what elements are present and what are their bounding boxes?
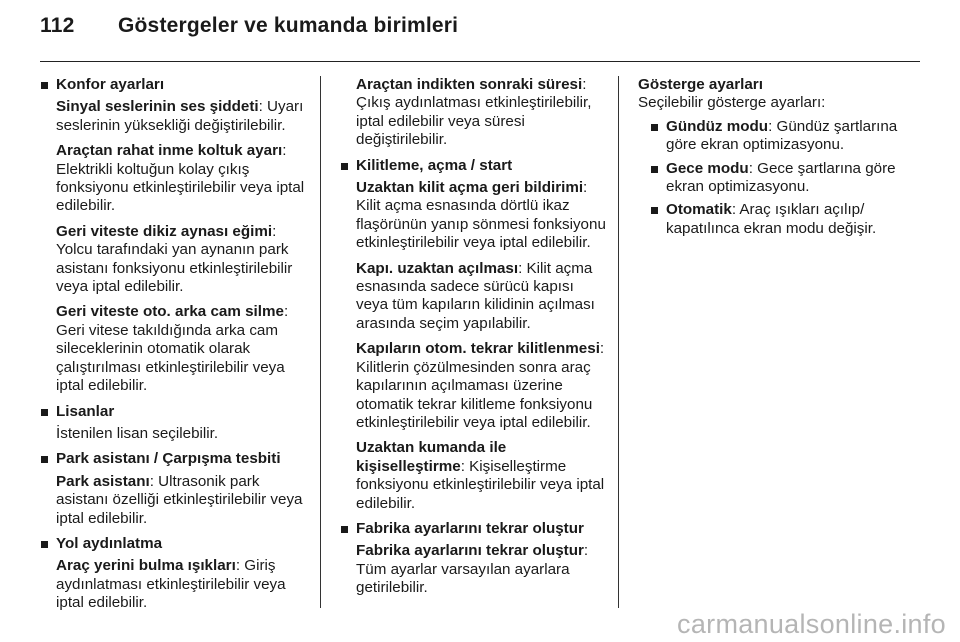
section-heading: Lisanlar xyxy=(40,403,308,421)
section-heading: Konfor ayarları xyxy=(40,76,308,94)
section-intro: Seçilebilir gösterge ayarları: xyxy=(638,94,826,112)
page-header xyxy=(40,14,458,38)
setting-item: Park asistanı: Ultrasonik park asistanı özelliği etkinleştirilebilir veya iptal edilebilir. xyxy=(56,472,303,527)
setting-item: Uzaktan kumanda ile kişiselleştirme: Kişiselleştirme fonksiyonu etkinleştirilebilir veya iptal edilebilir. xyxy=(356,439,605,512)
column-divider-2 xyxy=(618,76,619,608)
setting-item: Fabrika ayarlarını tekrar oluştur: Tüm ayarlar varsayılan ayarlara getirilebilir. xyxy=(356,542,589,597)
setting-item: Araçtan rahat inme koltuk ayarı: Elektrikli koltuğun kolay çıkış fonksiyonu etkinleştirilebilir veya iptal edilebilir. xyxy=(56,142,305,215)
bullet-square-icon xyxy=(651,166,658,173)
list-item: Otomatik: Araç ışıkları açılıp/ kapatılınca ekran modu değişir. xyxy=(638,201,920,238)
bullet-square-icon xyxy=(41,456,48,463)
list-item: Gece modu: Gece şartlarına göre ekran optimizasyonu. xyxy=(638,160,920,197)
section-heading: Kilitleme, açma / start xyxy=(340,157,608,175)
column-2 xyxy=(340,76,608,605)
bullet-square-icon xyxy=(651,124,658,131)
section-kilitleme xyxy=(340,157,608,513)
watermark: carmanualsonline.info xyxy=(677,609,946,639)
section-heading: Park asistanı / Çarpışma tesbiti xyxy=(40,450,308,468)
section-heading: Fabrika ayarlarını tekrar oluştur xyxy=(340,520,608,538)
setting-item: Geri viteste dikiz aynası eğimi: Yolcu tarafındaki yan aynanın park asistanı fonksiyonu etkinleştirilebilir veya iptal edilebilir. xyxy=(56,222,293,296)
column-3 xyxy=(638,76,920,243)
column-1 xyxy=(40,76,308,620)
page-number: 112 xyxy=(40,14,75,37)
setting-item: Kapı. uzaktan açılması: Kilit açma esnasında sadece sürücü kapısı veya tüm kapıların kilidinin açılması arasında seçim yapılabilir. xyxy=(356,259,595,332)
section-konfor xyxy=(40,76,308,396)
bullet-square-icon xyxy=(41,541,48,548)
bullet-square-icon xyxy=(41,82,48,89)
section-yol xyxy=(40,535,308,613)
section-aractan xyxy=(340,76,608,150)
setting-item: Geri viteste oto. arka cam silme: Geri vitese takıldığında arka cam sileceklerinin otomatik olarak çalıştırılması etkinleştirilebilir veya iptal edilebilir. xyxy=(56,303,289,395)
header-rule xyxy=(40,61,920,62)
section-heading: Yol aydınlatma xyxy=(40,535,308,553)
column-divider-1 xyxy=(320,76,321,608)
section-park xyxy=(40,450,308,528)
setting-item: Kapıların otom. tekrar kilitlenmesi: Kilitlerin çözülmesinden sonra araç kapılarının açılmaması üzerine otomatik tekrar kilitleme fonksiyonu etkinleştirilebilir veya iptal edilebilir. xyxy=(356,340,605,431)
section-lisanlar xyxy=(40,403,308,444)
bullet-square-icon xyxy=(651,207,658,214)
setting-item: Uzaktan kilit açma geri bildirimi: Kilit açma esnasında dörtlü ikaz flaşörünün yanıp sönmesi fonksiyonu etkinleştirilebilir veya iptal edilebilir. xyxy=(356,179,606,252)
setting-item: Sinyal seslerinin ses şiddeti: Uyarı seslerinin yüksekliği değiştirilebilir. xyxy=(56,98,304,134)
section-fabrika xyxy=(340,520,608,598)
section-title: Gösterge ayarları xyxy=(638,76,763,93)
bullet-square-icon xyxy=(341,163,348,170)
list-item: Gündüz modu: Gündüz şartlarına göre ekran optimizasyonu. xyxy=(638,118,920,155)
setting-item: İstenilen lisan seçilebilir. xyxy=(56,424,219,442)
bullet-square-icon xyxy=(341,526,348,533)
page-title: Göstergeler ve kumanda birimleri xyxy=(118,14,459,37)
bullet-square-icon xyxy=(41,409,48,416)
setting-item: Araçtan indikten sonraki süresi: Çıkış aydınlatması etkinleştirilebilir, iptal edilebilir veya süresi değiştirilebilir. xyxy=(356,76,592,149)
setting-item: Araç yerini bulma ışıkları: Giriş aydınlatması etkinleştirilebilir veya iptal edilebilir. xyxy=(56,557,286,612)
